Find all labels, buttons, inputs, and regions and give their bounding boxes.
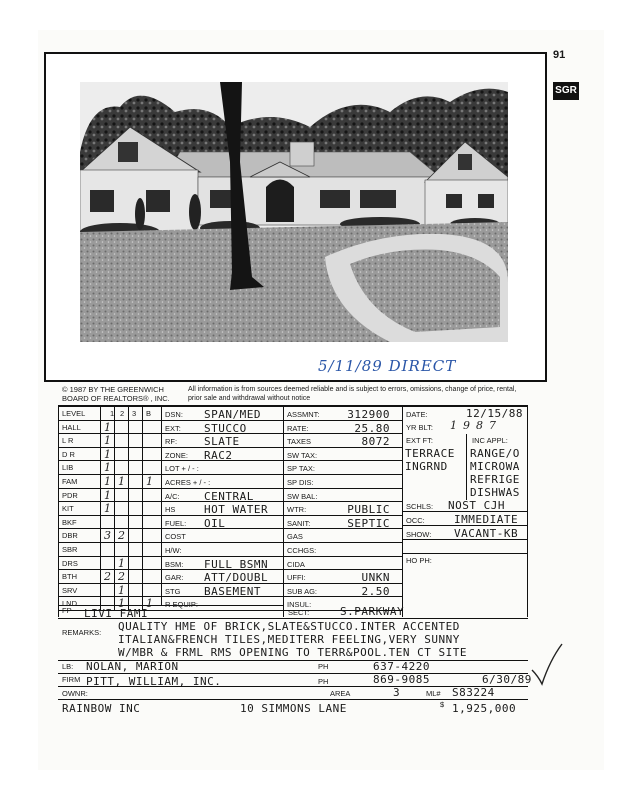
room-label: L R xyxy=(62,436,74,446)
room-label: KIT xyxy=(62,504,74,514)
remarks-line: W/MBR & FRML RMS OPENING TO TERR&POOL.TEN CT SITE xyxy=(118,646,468,659)
year-built-value: 1987 xyxy=(450,419,502,432)
ext-feature: TERRACE xyxy=(405,447,455,460)
expiration-date: 6/30/89 xyxy=(482,673,532,686)
row-rule xyxy=(283,433,402,434)
row-rule xyxy=(161,488,283,489)
row-rule xyxy=(58,556,161,557)
financial-label: SW TAX: xyxy=(287,450,318,460)
row-rule xyxy=(283,420,402,421)
room-label: DRS xyxy=(62,558,78,568)
row-rule xyxy=(161,515,283,516)
copyright-notice xyxy=(62,385,192,403)
date-label: DATE: xyxy=(406,410,428,419)
row-rule xyxy=(161,583,283,584)
row-rule xyxy=(161,460,283,461)
room-count: 3 xyxy=(104,529,111,543)
remarks-line: QUALITY HME OF BRICK,SLATE&STUCCO.INTER ACCENTED xyxy=(118,620,460,633)
room-count: 1 xyxy=(118,597,125,611)
row-rule xyxy=(402,553,528,554)
appliance: RANGE/O xyxy=(470,447,520,460)
disclaimer-line: prior sale and withdrawal without notice xyxy=(188,395,311,402)
room-count: 1 xyxy=(104,502,111,516)
phone-value: 637-4220 xyxy=(373,660,430,673)
financial-value: 312900 xyxy=(347,408,390,421)
room-count: 1 xyxy=(104,447,111,461)
feature-label: EXT: xyxy=(165,423,181,433)
occupancy-value: IMMEDIATE xyxy=(454,513,519,526)
feature-label: STG xyxy=(165,586,181,596)
feature-value: CENTRAL xyxy=(204,489,254,503)
rooms-header-c1: 1 xyxy=(110,409,115,418)
showing-value: VACANT-KB xyxy=(454,527,519,540)
appliance: REFRIGE xyxy=(470,473,520,486)
mls-label: ML# xyxy=(426,689,441,698)
room-count: 1 xyxy=(146,597,153,611)
row-rule xyxy=(283,610,402,611)
row-rule xyxy=(58,583,161,584)
room-label: DBR xyxy=(62,531,78,541)
financial-label: SW BAL: xyxy=(287,491,318,501)
room-count: 1 xyxy=(146,475,153,488)
row-rule xyxy=(58,515,161,516)
form-left-rule xyxy=(58,405,59,617)
copyright-line: © 1987 BY THE GREENWICH xyxy=(62,385,164,394)
financial-label: CCHGS: xyxy=(287,546,317,555)
firm-value: PITT, WILLIAM, INC. xyxy=(86,675,222,688)
feature-value: FULL BSMN xyxy=(204,557,269,571)
schools-label: SCHLS: xyxy=(406,502,434,511)
disclaimer-line: All information is from sources deemed reliable and is subject to errors, omissions, change of price, rental, xyxy=(188,386,517,393)
listing-broker-value: NOLAN, MARION xyxy=(86,660,179,673)
level-divider xyxy=(114,406,115,610)
owner-label: OWNR: xyxy=(62,689,88,698)
row-rule xyxy=(161,542,283,543)
room-label: LND xyxy=(62,599,78,609)
rooms-header-cb: B xyxy=(146,409,152,418)
feature-value: SLATE xyxy=(204,435,240,449)
house-photo xyxy=(80,82,508,342)
row-rule xyxy=(283,501,402,502)
row-rule xyxy=(283,528,402,529)
feature-label: FUEL: xyxy=(165,518,187,528)
feature-label: BSM: xyxy=(165,559,184,569)
appliance: MICROWA xyxy=(470,460,520,473)
financial-label: SP TAX: xyxy=(287,464,315,474)
year-built-label: YR BLT: xyxy=(406,423,433,432)
financial-value: 2.50 xyxy=(361,584,390,598)
row-rule xyxy=(283,569,402,570)
room-label: BTH xyxy=(62,572,77,582)
owner-name: RAINBOW INC xyxy=(62,702,141,715)
financial-label: SUB AG: xyxy=(287,586,318,596)
row-rule xyxy=(161,610,283,611)
feature-label: DSN: xyxy=(165,410,183,419)
handwritten-note: 5/11/89 DIRECT xyxy=(318,357,457,375)
level-divider xyxy=(142,406,143,610)
room-label: D R xyxy=(62,449,75,459)
financial-label: UFFI: xyxy=(287,573,306,583)
level-divider xyxy=(128,406,129,610)
feature-label: COST xyxy=(165,532,186,542)
financial-label: TAXES xyxy=(287,437,312,447)
feature-value: SPAN/MED xyxy=(204,408,261,421)
row-rule xyxy=(283,556,402,557)
row-rule xyxy=(58,610,161,611)
feature-label: A/C: xyxy=(165,491,180,501)
mls-value: S83224 xyxy=(452,686,495,699)
remarks-label: REMARKS: xyxy=(62,628,102,637)
area-label: AREA xyxy=(330,689,351,698)
row-rule xyxy=(283,542,402,543)
room-count: 2 xyxy=(104,570,111,584)
feature-value: STUCCO xyxy=(204,421,247,435)
check-mark-icon xyxy=(530,640,564,688)
room-count: 1 xyxy=(104,434,111,448)
feature-value: ATT/DOUBL xyxy=(204,571,269,585)
row-rule xyxy=(283,596,402,597)
feature-label: HS xyxy=(165,505,176,515)
room-count: 2 xyxy=(118,570,125,584)
section-value: S.PARKWAY xyxy=(340,605,405,618)
room-label: SRV xyxy=(62,585,78,595)
column-divider xyxy=(283,405,284,617)
row-rule xyxy=(283,488,402,489)
feature-label: LOT + / - : xyxy=(165,464,199,474)
column-divider xyxy=(161,405,162,605)
row-rule xyxy=(161,501,283,502)
ext-feature: INGRND xyxy=(405,460,448,473)
area-value: 3 xyxy=(393,686,401,699)
feature-value: BASEMENT xyxy=(204,584,261,598)
feature-label: ZONE: xyxy=(165,450,188,460)
phone-label: PH xyxy=(318,662,329,671)
row-rule xyxy=(283,460,402,461)
feature-label: RF: xyxy=(165,437,178,447)
financial-value: UNKN xyxy=(361,571,390,585)
feature-value: RAC2 xyxy=(204,448,233,462)
row-rule xyxy=(161,569,283,570)
room-count: 1 xyxy=(104,488,111,502)
financial-label: GAS xyxy=(287,532,303,542)
row-rule xyxy=(283,447,402,448)
room-label: BKF xyxy=(62,517,77,527)
row-rule xyxy=(161,474,283,475)
rooms-header-level: LEVEL xyxy=(62,409,86,418)
phone-label: PH xyxy=(318,677,329,686)
fireplace-value: LIVI FAMI xyxy=(84,607,149,620)
row-rule xyxy=(161,528,283,529)
section-label: SECT: xyxy=(288,608,310,617)
corner-badge: SGR xyxy=(553,82,579,100)
property-address: 10 SIMMONS LANE xyxy=(240,702,347,715)
feature-label: R EQUIP: xyxy=(165,600,198,610)
financial-label: RATE: xyxy=(287,423,309,433)
financial-value: 8072 xyxy=(361,435,390,449)
showing-label: SHOW: xyxy=(406,530,432,539)
list-price: 1,925,000 xyxy=(452,702,517,715)
row-rule xyxy=(161,447,283,448)
occupancy-label: OCC: xyxy=(406,516,425,525)
room-count: 1 xyxy=(104,461,111,475)
row-rule xyxy=(58,673,528,674)
room-label: LIB xyxy=(62,463,74,473)
feature-label: H/W: xyxy=(165,546,182,555)
row-rule xyxy=(161,433,283,434)
feature-value: OIL xyxy=(204,516,226,530)
financial-label: SANIT: xyxy=(287,518,311,528)
fireplace-label: FP xyxy=(62,606,72,615)
inc-appliances-label: INC APPL: xyxy=(472,436,508,445)
date-value: 12/15/88 xyxy=(466,407,523,420)
schools-value: NOST CJH xyxy=(448,499,505,512)
rooms-header-c3: 3 xyxy=(132,409,137,418)
rooms-header-c2: 2 xyxy=(120,409,125,418)
column-divider xyxy=(466,434,467,500)
room-label: SBR xyxy=(62,545,78,554)
financial-value: 25.80 xyxy=(354,421,390,435)
financial-value: SEPTIC xyxy=(347,516,390,530)
price-sign: $ xyxy=(440,700,445,709)
financial-value: PUBLIC xyxy=(347,503,390,517)
row-rule xyxy=(58,699,528,700)
ho-phone-label: HO PH: xyxy=(406,556,432,565)
financial-label: INSUL: xyxy=(287,600,312,610)
room-count: 1 xyxy=(104,475,111,488)
row-rule xyxy=(283,583,402,584)
disclaimer xyxy=(188,385,548,403)
remarks-line: ITALIAN&FRENCH TILES,MEDITERR FEELING,VERY SUNNY xyxy=(118,633,460,646)
room-label: PDR xyxy=(62,490,78,500)
feature-label: ACRES + / - : xyxy=(165,478,211,487)
room-count: 1 xyxy=(118,556,125,570)
financial-label: CIDA xyxy=(287,559,305,569)
ext-features-label: EXT FT: xyxy=(406,436,433,445)
room-label: FAM xyxy=(62,477,78,486)
room-count: 1 xyxy=(118,475,125,488)
row-rule xyxy=(161,420,283,421)
phone-value: 869-9085 xyxy=(373,673,430,686)
feature-label: GAR: xyxy=(165,573,184,583)
row-rule xyxy=(283,515,402,516)
level-divider xyxy=(100,406,101,610)
copyright-line: BOARD OF REALTORS® , INC. xyxy=(62,394,170,403)
firm-label: FIRM xyxy=(62,675,81,684)
row-rule xyxy=(58,542,161,543)
listing-broker-label: LB: xyxy=(62,662,74,671)
room-label: HALL xyxy=(62,422,81,432)
financial-label: ASSMNT: xyxy=(287,410,320,419)
appliance: DISHWAS xyxy=(470,486,520,499)
financial-label: SP DIS: xyxy=(287,478,314,487)
financial-label: WTR: xyxy=(287,505,307,515)
row-rule xyxy=(161,556,283,557)
room-count: 1 xyxy=(104,420,111,434)
room-count: 1 xyxy=(118,583,125,597)
feature-value: HOT WATER xyxy=(204,503,269,517)
page-number: 91 xyxy=(553,49,566,61)
room-count: 2 xyxy=(118,529,125,543)
row-rule xyxy=(161,596,283,597)
row-rule xyxy=(283,474,402,475)
